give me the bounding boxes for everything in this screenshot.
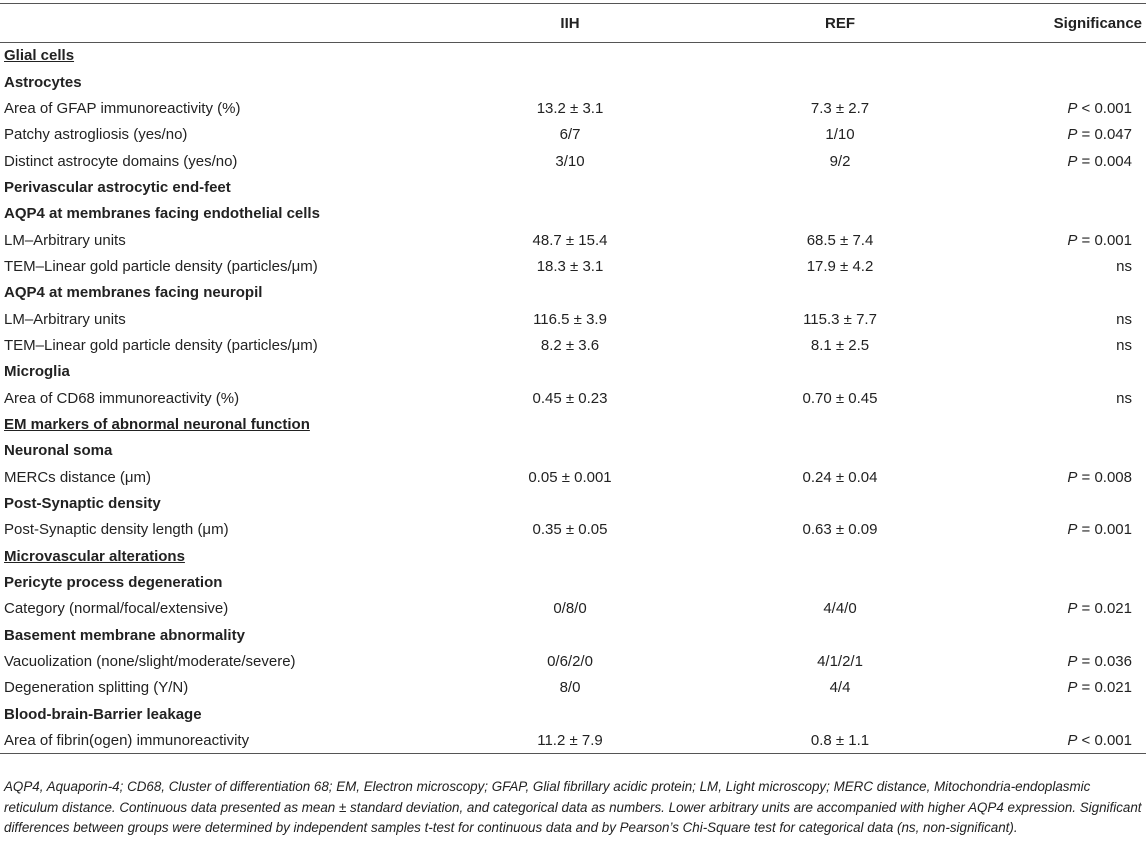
iih-value: 11.2 ± 7.9 — [445, 727, 695, 753]
p-value: ns — [1116, 389, 1132, 407]
significance-value — [985, 43, 1146, 69]
section-heading: EM markers of abnormal neuronal function — [4, 415, 310, 433]
subheading-row — [0, 490, 1146, 516]
iih-value: 6/7 — [559, 126, 581, 144]
significance-value — [985, 385, 1146, 411]
significance-value — [985, 280, 1146, 306]
iih-value — [445, 569, 695, 595]
ref-value — [695, 280, 985, 306]
header-significance: Significance — [985, 4, 1146, 43]
ref-value: 7.3 ± 2.7 — [810, 99, 870, 117]
row-label: Vacuolization (none/slight/moderate/severe) — [4, 653, 296, 671]
ref-value: 1/10 — [825, 126, 855, 144]
iih-value: 8.2 ± 3.6 — [540, 336, 600, 354]
significance-value — [985, 675, 1146, 701]
subheading: Basement membrane abnormality — [4, 626, 245, 644]
ref-value — [695, 43, 985, 69]
ref-value: 115.3 ± 7.7 — [803, 310, 877, 328]
iih-value — [445, 411, 695, 437]
significance-value — [985, 543, 1146, 569]
p-symbol: P — [1067, 99, 1078, 117]
ref-value — [695, 69, 985, 95]
subheading: Perivascular astrocytic end-feet — [4, 178, 231, 196]
row-label: Area of GFAP immunoreactivity (%) — [4, 99, 241, 117]
significance-value — [985, 148, 1146, 174]
p-symbol: P — [1067, 521, 1078, 539]
ref-value — [695, 201, 985, 227]
p-symbol: P — [1067, 152, 1078, 170]
row-label: TEM–Linear gold particle density (particles/μm) — [4, 257, 318, 275]
ref-value: 0.8 ± 1.1 — [695, 727, 985, 753]
iih-value — [445, 174, 695, 200]
row-label: Area of fibrin(ogen) immunoreactivity — [0, 727, 445, 753]
subheading: Neuronal soma — [4, 442, 113, 460]
section-heading: Microvascular alterations — [4, 547, 185, 565]
significance-value — [985, 648, 1146, 674]
table-row — [0, 385, 1146, 411]
table-body — [0, 43, 1146, 754]
significance-value — [985, 174, 1146, 200]
p-symbol: P — [1067, 600, 1078, 618]
ref-value — [695, 411, 985, 437]
ref-value: 4/4/0 — [823, 600, 857, 618]
ref-value: 68.5 ± 7.4 — [806, 231, 874, 249]
subheading: AQP4 at membranes facing endothelial cells — [4, 205, 320, 223]
table-row — [0, 596, 1146, 622]
p-value: ns — [1116, 336, 1132, 354]
p-value: ns — [1116, 310, 1132, 328]
ref-value — [695, 359, 985, 385]
subheading-row — [0, 701, 1146, 727]
section-heading-row — [0, 43, 1146, 69]
significance-value — [985, 69, 1146, 95]
iih-value: 48.7 ± 15.4 — [532, 231, 608, 249]
significance-value — [985, 359, 1146, 385]
p-value: = 0.001 — [1077, 231, 1132, 249]
iih-value: 3/10 — [555, 152, 585, 170]
p-value: = 0.001 — [1077, 521, 1132, 539]
ref-value: 9/2 — [829, 152, 851, 170]
ref-value: 4/1/2/1 — [817, 653, 863, 671]
row-label: LM–Arbitrary units — [4, 310, 126, 328]
iih-value — [445, 490, 695, 516]
header-ref: REF — [695, 4, 985, 43]
p-symbol: P — [1067, 679, 1078, 697]
p-value: < 0.001 — [1077, 99, 1132, 117]
iih-value: 18.3 ± 3.1 — [536, 257, 604, 275]
iih-value — [445, 359, 695, 385]
header-row — [0, 4, 1146, 43]
significance-value — [985, 411, 1146, 437]
subheading-row — [0, 201, 1146, 227]
table-row — [0, 464, 1146, 490]
table-row — [0, 148, 1146, 174]
table-row — [0, 95, 1146, 121]
significance-value — [985, 517, 1146, 543]
p-symbol: P — [1067, 126, 1078, 144]
p-value: = 0.036 — [1077, 653, 1132, 671]
iih-value — [445, 701, 695, 727]
subheading-row — [0, 359, 1146, 385]
p-value: < 0.001 — [1077, 731, 1132, 749]
ref-value: 4/4 — [829, 679, 851, 697]
significance-value — [985, 701, 1146, 727]
subheading-row — [0, 280, 1146, 306]
p-symbol: P — [1067, 231, 1078, 249]
subheading: Astrocytes — [4, 73, 82, 91]
p-symbol: P — [1067, 653, 1078, 671]
iih-value — [445, 69, 695, 95]
iih-value: 0.45 ± 0.23 — [532, 389, 608, 407]
iih-value — [445, 543, 695, 569]
section-heading-row — [0, 411, 1146, 437]
table-row — [0, 122, 1146, 148]
p-value: = 0.008 — [1077, 468, 1132, 486]
significance-value — [985, 253, 1146, 279]
row-label: LM–Arbitrary units — [4, 231, 126, 249]
row-label: Degeneration splitting (Y/N) — [4, 679, 189, 697]
row-label: Distinct astrocyte domains (yes/no) — [4, 152, 238, 170]
table-row — [0, 648, 1146, 674]
significance-value — [985, 95, 1146, 121]
iih-value: 13.2 ± 3.1 — [536, 99, 604, 117]
subheading: Pericyte process degeneration — [4, 574, 223, 592]
iih-value: 116.5 ± 3.9 — [533, 310, 607, 328]
p-value: = 0.047 — [1077, 126, 1132, 144]
p-symbol: P — [1067, 468, 1078, 486]
table-footnote: AQP4, Aquaporin-4; CD68, Cluster of differentiation 68; EM, Electron microscopy; GFAP, Glial fibrillary acidic protein; LM, Light microscopy; MERC distance, Mitochondria-endoplasmic reticulum distance. Continuous data presented as mean ± standard deviation, and categorical data as numbers. Lower arbitrary units are accompanied with higher AQP4 expression. Significant differences between groups were determined by independent samples t-test for continuous data and by Pearson’s Chi-Square test for categorical data (ns, non-significant). — [4, 779, 1142, 835]
table-row — [0, 727, 1146, 753]
row-label: Post-Synaptic density length (μm) — [4, 521, 229, 539]
significance-value — [985, 727, 1146, 753]
table-row — [0, 675, 1146, 701]
significance-value — [985, 438, 1146, 464]
ref-value — [695, 569, 985, 595]
header-label-column — [0, 4, 445, 43]
significance-value — [985, 596, 1146, 622]
significance-value — [985, 122, 1146, 148]
ref-value — [695, 174, 985, 200]
ref-value: 0.70 ± 0.45 — [802, 389, 878, 407]
section-heading: Glial cells — [4, 47, 75, 65]
ref-value — [695, 438, 985, 464]
p-value: = 0.021 — [1077, 600, 1132, 618]
section-heading-row — [0, 543, 1146, 569]
ref-value — [695, 622, 985, 648]
ref-value: 17.9 ± 4.2 — [806, 257, 874, 275]
ref-value — [695, 543, 985, 569]
iih-value — [445, 280, 695, 306]
table-row — [0, 517, 1146, 543]
subheading: Post-Synaptic density — [4, 495, 161, 513]
row-label: Category (normal/focal/extensive) — [4, 600, 229, 618]
ref-value — [695, 701, 985, 727]
p-value: = 0.004 — [1077, 152, 1132, 170]
iih-value — [445, 201, 695, 227]
significance-value — [985, 332, 1146, 358]
table-header — [0, 4, 1146, 43]
subheading-row — [0, 569, 1146, 595]
row-label: Area of CD68 immunoreactivity (%) — [4, 389, 240, 407]
p-symbol: P — [1067, 731, 1078, 749]
header-iih: IIH — [445, 4, 695, 43]
p-value: ns — [1116, 257, 1132, 275]
subheading: Blood-brain-Barrier leakage — [4, 705, 202, 723]
subheading: Microglia — [4, 363, 70, 381]
iih-value: 0.35 ± 0.05 — [532, 521, 608, 539]
p-value: = 0.021 — [1077, 679, 1132, 697]
iih-value: 0.05 ± 0.001 — [528, 468, 612, 486]
significance-value — [985, 569, 1146, 595]
table-row — [0, 253, 1146, 279]
subheading: AQP4 at membranes facing neuropil — [4, 284, 263, 302]
subheading-row — [0, 174, 1146, 200]
significance-value — [985, 306, 1146, 332]
ref-value: 0.24 ± 0.04 — [802, 468, 878, 486]
subheading-row — [0, 438, 1146, 464]
iih-value: 0/8/0 — [553, 600, 587, 618]
significance-value — [985, 227, 1146, 253]
ref-value: 8.1 ± 2.5 — [810, 336, 870, 354]
table-row — [0, 227, 1146, 253]
iih-value — [445, 622, 695, 648]
significance-value — [985, 622, 1146, 648]
table-row — [0, 332, 1146, 358]
iih-value: 0/6/2/0 — [547, 653, 593, 671]
significance-value — [985, 201, 1146, 227]
subheading-row — [0, 622, 1146, 648]
significance-value — [985, 464, 1146, 490]
iih-value: 8/0 — [559, 679, 581, 697]
significance-value — [985, 490, 1146, 516]
ref-value: 0.63 ± 0.09 — [802, 521, 878, 539]
subheading-row — [0, 69, 1146, 95]
results-table — [0, 3, 1146, 754]
row-label: TEM–Linear gold particle density (particles/μm) — [4, 336, 318, 354]
row-label: Patchy astrogliosis (yes/no) — [4, 126, 188, 144]
iih-value — [445, 438, 695, 464]
row-label: MERCs distance (μm) — [4, 468, 151, 486]
table-row — [0, 306, 1146, 332]
iih-value — [445, 43, 695, 69]
ref-value — [695, 490, 985, 516]
